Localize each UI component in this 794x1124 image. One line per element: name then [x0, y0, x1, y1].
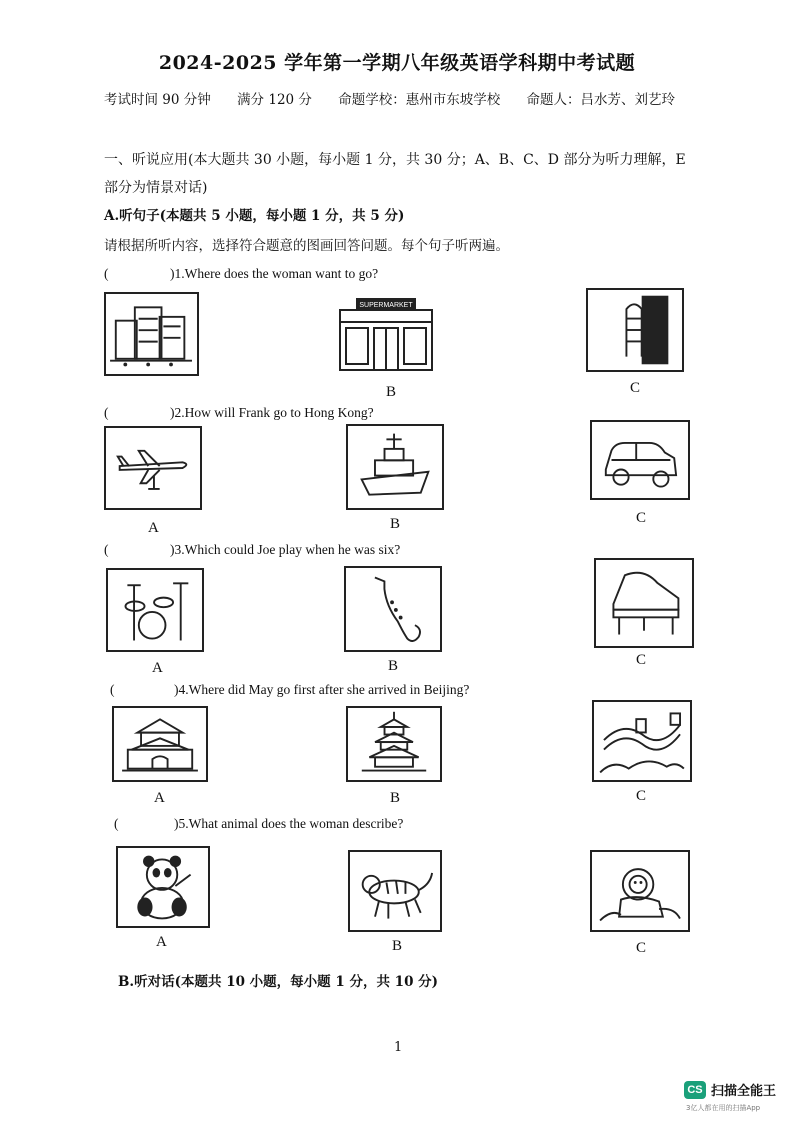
question-text: 5.What animal does the woman describe?	[178, 816, 404, 831]
answer-blank[interactable]: (	[110, 682, 115, 697]
option-label: B	[386, 384, 397, 400]
option-image[interactable]	[348, 850, 442, 932]
exam-school: 命题学校：惠州市东坡学校	[338, 92, 501, 108]
scanner-watermark	[684, 1080, 776, 1099]
buildings-icon	[106, 294, 197, 374]
option-image[interactable]	[594, 558, 694, 648]
option-image[interactable]	[344, 566, 442, 652]
option-label: C	[636, 510, 647, 526]
option-image[interactable]	[106, 568, 204, 652]
page-number: 1	[394, 1040, 403, 1055]
option-label: C	[636, 940, 647, 956]
question-2: ( )2.How will Frank go to Hong Kong?	[104, 405, 374, 420]
option-label: C	[636, 788, 647, 804]
cs-logo-icon: CS	[684, 1081, 706, 1099]
exam-title: 2024-2025 学年第一学期八年级英语学科期中考试题	[158, 52, 636, 74]
panda-icon	[118, 848, 208, 926]
drums-icon	[108, 570, 202, 650]
option-image[interactable]	[346, 706, 442, 782]
exam-authors: 命题人：吕水芳、刘艺玲	[526, 92, 676, 108]
option-label: B	[392, 938, 403, 954]
option-label: C	[636, 652, 647, 668]
tower-icon	[588, 290, 682, 370]
full-score: 满分 120 分	[237, 92, 312, 108]
option-image[interactable]	[590, 420, 690, 500]
answer-blank[interactable]: (	[104, 405, 109, 420]
option-label: A	[148, 520, 159, 536]
question-text: 1.Where does the woman want to go?	[174, 266, 379, 281]
scanner-name: 扫描全能王	[711, 1084, 777, 1099]
question-text: 3.Which could Joe play when he was six?	[174, 542, 401, 557]
great-wall-icon	[594, 702, 690, 780]
question-3: ( )3.Which could Joe play when he was six?	[104, 542, 401, 557]
option-label: B	[390, 516, 401, 532]
supermarket-icon	[336, 296, 436, 374]
tiger-icon	[350, 852, 440, 930]
tiananmen-icon	[114, 708, 206, 780]
option-image[interactable]	[586, 288, 684, 372]
question-text: 2.How will Frank go to Hong Kong?	[174, 405, 374, 420]
question-5: ( )5.What animal does the woman describe?	[114, 816, 404, 831]
option-label: A	[154, 790, 165, 806]
exam-time: 考试时间 90 分钟	[104, 92, 211, 108]
supermarket-sign: SUPERMARKET	[359, 302, 413, 309]
option-image[interactable]	[112, 706, 208, 782]
option-image[interactable]	[104, 426, 202, 510]
answer-blank[interactable]: (	[104, 266, 109, 281]
ship-icon	[348, 426, 442, 508]
question-text: 4.Where did May go first after she arrived in Beijing?	[178, 682, 470, 697]
lion-icon	[592, 852, 688, 930]
option-image[interactable]	[592, 700, 692, 782]
saxophone-icon	[346, 568, 440, 650]
option-image[interactable]	[336, 296, 436, 374]
plane-icon	[106, 428, 200, 508]
answer-blank[interactable]: (	[114, 816, 119, 831]
option-label: C	[630, 380, 641, 396]
temple-of-heaven-icon	[348, 708, 440, 780]
question-4: ( )4.Where did May go first after she arrived in Beijing?	[110, 682, 470, 697]
piano-icon	[596, 560, 692, 646]
option-image[interactable]	[104, 292, 199, 376]
question-1: ( )1.Where does the woman want to go?	[104, 266, 379, 281]
section-heading: 一、听说应用(本大题共 30 小题，每小题 1 分，共 30 分；A、B、C、D 部分为听力理解，E 部分为情景对话)	[104, 152, 686, 196]
part-a-heading: A.听句子(本题共 5 小题，每小题 1 分，共 5 分)	[104, 208, 405, 224]
option-image[interactable]	[590, 850, 690, 932]
answer-blank[interactable]: (	[104, 542, 109, 557]
option-label: A	[152, 660, 163, 676]
car-icon	[592, 422, 688, 498]
option-label: A	[156, 934, 167, 950]
scanner-tagline: 3亿人都在用的扫描App	[686, 1104, 761, 1112]
exam-info	[104, 88, 697, 108]
option-image[interactable]	[116, 846, 210, 928]
option-label: B	[388, 658, 399, 674]
part-a-instruction: 请根据所听内容，选择符合题意的图画回答问题。每个句子听两遍。	[104, 238, 509, 254]
option-label: B	[390, 790, 401, 806]
part-b-heading: B.听对话(本题共 10 小题，每小题 1 分，共 10 分)	[118, 974, 439, 990]
option-image[interactable]	[346, 424, 444, 510]
